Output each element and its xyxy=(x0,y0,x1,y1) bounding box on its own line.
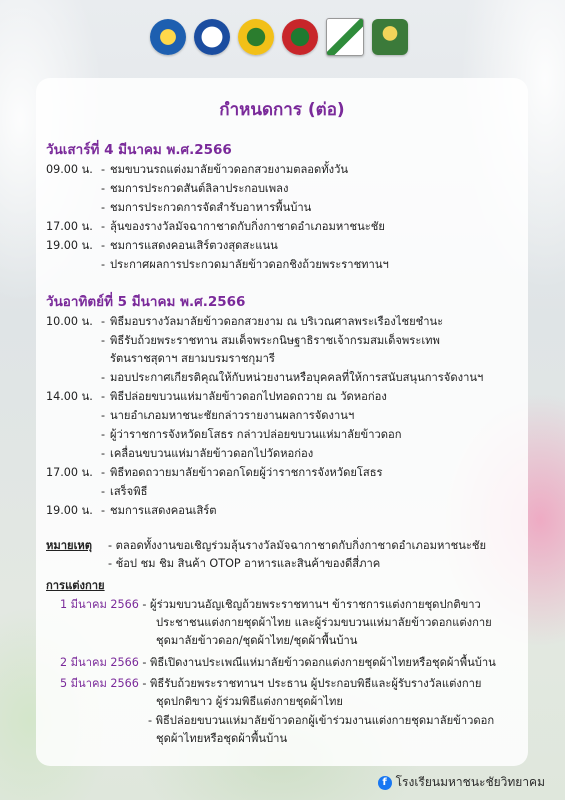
dress-line: ชุดปกติขาว ผู้ร่วมพิธีแต่งกายชุดผ้าไทย xyxy=(156,695,343,708)
schedule-row: - เสร็จพิธี xyxy=(100,485,148,498)
schedule-row: - เคลื่อนขบวนแห่มาลัยข้าวดอกไปวัดหอก่อง xyxy=(100,447,314,460)
schedule-row-continuation: รัตนราชสุดาฯ สยามบรมราชกุมารี xyxy=(110,352,275,365)
schedule-row: - ชมการประกวดสันต์ลิลาประกอบเพลง xyxy=(100,182,289,195)
dress-line: ประชาชนแต่งกายชุดผ้าไทย และผู้ร่วมขบวนแห่มาลัยข้าวดอกแต่งกาย xyxy=(156,616,492,629)
schedule-row: - ประกาศผลการประกวดมาลัยข้าวดอกชิงถ้วยพระราชทานฯ xyxy=(100,258,389,271)
schedule-row: - พิธีรับถ้วยพระราชทาน สมเด็จพระกนิษฐาธิราชเจ้ากรมสมเด็จพระเทพ xyxy=(100,334,440,347)
schedule-row: - ผู้ว่าราชการจังหวัดยโสธร กล่าวปล่อยขบวนแห่มาลัยข้าวดอก xyxy=(100,428,402,441)
footer-text: โรงเรียนมหาชนะชัยวิทยาคม xyxy=(395,775,545,789)
dress-entry: 2 มีนาคม 2566 - พิธีเปิดงานประเพณีแห่มาลัยข้าวดอกแต่งกายชุดผ้าไทยหรือชุดผ้าพื้นบ้าน xyxy=(60,656,496,669)
logo-3 xyxy=(238,19,274,55)
schedule-row: - ชมการประกวดการจัดสำรับอาหารพื้นบ้าน xyxy=(100,201,312,214)
dress-line: - พิธีปล่อยขบวนแห่มาลัยข้าวดอกผู้เข้าร่วมงานแต่งกายชุดมาลัยข้าวดอก xyxy=(148,714,495,727)
logo-6 xyxy=(372,19,408,55)
logo-1 xyxy=(150,19,186,55)
schedule-row: 14.00 น. - พิธีปล่อยขบวนแห่มาลัยข้าวดอกไปทอดถวาย ณ วัดหอก่อง xyxy=(46,390,387,403)
logo-4 xyxy=(282,19,318,55)
day1-heading: วันเสาร์ที่ 4 มีนาคม พ.ศ.2566 xyxy=(46,142,232,158)
day2-heading: วันอาทิตย์ที่ 5 มีนาคม พ.ศ.2566 xyxy=(46,294,246,310)
remark-label: หมายเหตุ xyxy=(46,539,93,552)
schedule-card xyxy=(36,78,528,766)
logo-5 xyxy=(326,18,364,56)
schedule-row: 10.00 น. - พิธีมอบรางวัลมาลัยข้าวดอกสวยงาม ณ บริเวณศาลพระเรืองไชยชำนะ xyxy=(46,315,444,328)
logo-row xyxy=(150,14,410,60)
remark-item: - ช้อป ชม ชิม สินค้า OTOP อาหารและสินค้าของดีสี่ภาค xyxy=(108,557,381,570)
schedule-row: - มอบประกาศเกียรติคุณให้กับหน่วยงานหรือบุคคลที่ให้การสนับสนุนการจัดงานฯ xyxy=(100,371,484,384)
remark-item: - ตลอดทั้งงานขอเชิญร่วมลุ้นรางวัลมัจฉากาชาดกับกิ่งกาชาดอำเภอมหาชนะชัย xyxy=(108,539,487,552)
schedule-row: 09.00 น. - ชมขบวนรถแต่งมาลัยข้าวดอกสวยงามตลอดทั้งวัน xyxy=(46,163,349,176)
dress-label: การแต่งกาย xyxy=(46,579,105,592)
footer-credit xyxy=(378,773,545,792)
schedule-row: 19.00 น. - ชมการแสดงคอนเสิร์ตวงสุดสะแนน xyxy=(46,239,278,252)
schedule-row: 17.00 น. - พิธีทอดถวายมาลัยข้าวดอกโดยผู้ว่าราชการจังหวัดยโสธร xyxy=(46,466,383,479)
dress-line: ชุดผ้าไทยหรือชุดผ้าพื้นบ้าน xyxy=(156,732,288,745)
dress-entry: 1 มีนาคม 2566 - ผู้ร่วมขบวนอัญเชิญถ้วยพระราชทานฯ ข้าราชการแต่งกายชุดปกติขาว xyxy=(60,598,481,611)
logo-2 xyxy=(194,19,230,55)
schedule-row: 17.00 น. - ลุ้นของรางวัลมัจฉากาชาดกับกิ่งกาชาดอำเภอมหาชนะชัย xyxy=(46,220,385,233)
dress-entry: 5 มีนาคม 2566 - พิธีรับถ้วยพระราชทานฯ ประธาน ผู้ประกอบพิธีและผู้รับรางวัลแต่งกาย xyxy=(60,677,482,690)
dress-line: ชุดมาลัยข้าวดอก/ชุดผ้าไทย/ชุดผ้าพื้นบ้าน xyxy=(156,634,358,647)
schedule-row: - นายอำเภอมหาชนะชัยกล่าวรายงานผลการจัดงานฯ xyxy=(100,409,355,422)
facebook-icon: f xyxy=(378,776,392,790)
schedule-row: 19.00 น. - ชมการแสดงคอนเสิร์ต xyxy=(46,504,217,517)
page-title: กำหนดการ (ต่อ) xyxy=(219,100,345,120)
